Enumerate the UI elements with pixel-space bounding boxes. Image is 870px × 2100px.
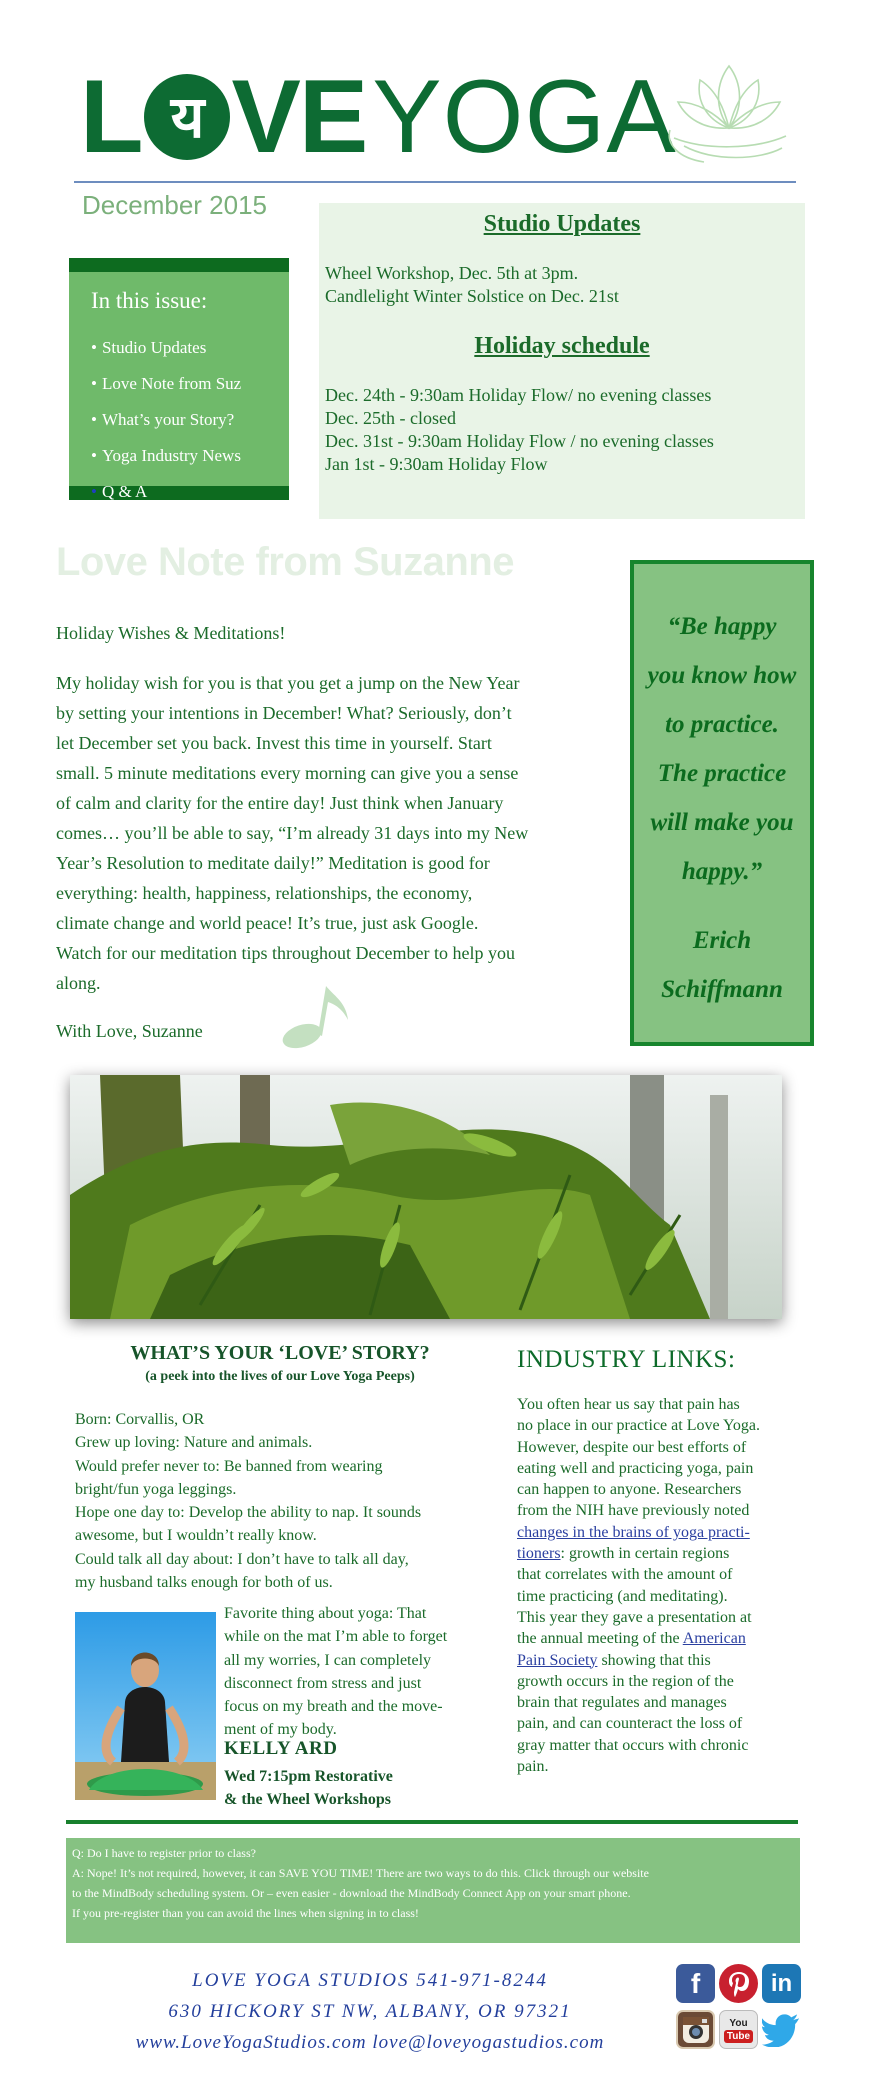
class-line: Wed 7:15pm Restorative — [224, 1768, 393, 1785]
linkedin-icon[interactable] — [762, 1964, 801, 2003]
favorite-line: disconnect from stress and just — [224, 1674, 422, 1692]
facebook-icon[interactable] — [676, 1964, 715, 2003]
paragraph-line: along. — [56, 973, 101, 993]
industry-line: You often hear us say that pain has — [517, 1396, 740, 1413]
holiday-schedule-title: Holiday schedule — [474, 333, 650, 359]
logo-om-circle — [144, 74, 230, 160]
issue-item-industry-news[interactable] — [91, 438, 241, 474]
industry-links-body — [517, 1394, 805, 1777]
author-line: Erich — [692, 927, 752, 954]
love-story-subtitle: (a peek into the lives of our Love Yoga Peeps) — [145, 1369, 415, 1384]
industry-line: showing that this — [597, 1651, 711, 1669]
qa-box — [66, 1838, 800, 1943]
holiday-line: Dec. 24th - 9:30am Holiday Flow/ no evening classes — [325, 385, 712, 405]
paragraph-line: Watch for our meditation tips throughout December to help you — [56, 943, 515, 963]
issue-item-label: Q & A — [101, 482, 148, 501]
industry-line: gray matter that occurs with chronic — [517, 1736, 749, 1754]
industry-line: time practicing (and meditating). — [517, 1587, 728, 1605]
love-note-paragraph — [56, 668, 606, 998]
quote-line: you know how — [647, 662, 797, 689]
industry-line: that correlates with the amount of — [517, 1566, 733, 1584]
love-note-title: Love Note from Suzanne — [56, 540, 514, 584]
paragraph-line: Year’s Resolution to meditate daily!” Meditation is good for — [56, 853, 490, 873]
update-line: Candlelight Winter Solstice on Dec. 21st — [325, 286, 619, 306]
holiday-line: Jan 1st - 9:30am Holiday Flow — [325, 454, 548, 474]
qa-line: to the MindBody scheduling system. Or – even easier - download the MindBody Connect App on your smart phone. — [72, 1886, 631, 1900]
studio-updates-title: Studio Updates — [483, 211, 641, 237]
story-line: awesome, but I wouldn’t really know. — [75, 1527, 317, 1545]
footer-web-email[interactable]: www.LoveYogaStudios.com love@loveyogastudios.com — [135, 2032, 605, 2053]
quote-text — [634, 602, 810, 896]
industry-line: However, despite our best efforts of — [517, 1438, 747, 1456]
issue-item-label: Yoga Industry News — [101, 446, 241, 465]
paragraph-line: small. 5 minute meditations every morning can give you a sense — [56, 763, 519, 783]
logo-yoga: YOGA — [372, 59, 677, 175]
quote-line: happy.” — [681, 858, 763, 885]
forest-moss-photo — [70, 1075, 782, 1319]
link-american-pain-society-cont[interactable]: Pain Society — [517, 1651, 598, 1669]
story-line: my husband talks enough for both of us. — [75, 1574, 333, 1592]
paragraph-line: let December set you back. Invest this time in yourself. Start — [56, 733, 492, 753]
favorite-line: Favorite thing about yoga: That — [224, 1605, 427, 1622]
story-line: Would prefer never to: Be banned from wearing — [75, 1457, 383, 1475]
bullet-icon: • — [91, 338, 97, 357]
love-note-signoff: With Love, Suzanne — [56, 1021, 203, 1041]
link-american-pain-society[interactable]: American — [682, 1630, 746, 1648]
qa-divider — [66, 1820, 798, 1824]
holiday-line: Dec. 25th - closed — [325, 408, 456, 428]
favorite-line: while on the mat I’m able to forget — [224, 1628, 448, 1646]
pinterest-icon[interactable] — [719, 1964, 758, 2003]
issue-item-label: Love Note from Suz — [101, 374, 242, 393]
industry-line: from the NIH have previously noted — [517, 1502, 750, 1520]
music-note-icon — [276, 980, 356, 1052]
issue-item-label: Studio Updates — [101, 338, 207, 357]
favorite-thing — [224, 1602, 494, 1742]
quote-box — [630, 560, 814, 1046]
in-this-issue-title: In this issue: — [91, 288, 208, 313]
quote-line: will make you — [650, 809, 794, 836]
issue-date: December 2015 — [82, 190, 267, 220]
qa-line: A: Nope! It’s not required, however, it can SAVE YOU TIME! There are two ways to do this. Click through our website — [72, 1866, 649, 1880]
issue-item-studio-updates[interactable] — [91, 330, 241, 366]
paragraph-line: comes… you’ll be able to say, “I’m already 31 days into my New — [56, 823, 529, 843]
industry-line: pain, and can counteract the loss of — [517, 1715, 743, 1733]
in-this-issue-box — [69, 258, 289, 500]
instructor-name: KELLY ARD — [224, 1738, 338, 1759]
holiday-line: Dec. 31st - 9:30am Holiday Flow / no evening classes — [325, 431, 714, 451]
bullet-icon: • — [91, 410, 97, 429]
logo-om-glyph: य — [170, 83, 203, 151]
story-line: Grew up loving: Nature and animals. — [75, 1434, 313, 1452]
issue-list — [91, 330, 241, 510]
quote-author — [634, 916, 810, 1014]
bullet-icon: • — [91, 482, 97, 501]
story-line: Born: Corvallis, OR — [75, 1411, 205, 1428]
issue-item-love-note[interactable] — [91, 366, 241, 402]
quote-line: to practice. — [665, 711, 779, 738]
industry-line: This year they gave a presentation at — [517, 1608, 752, 1626]
bullet-icon: • — [91, 446, 97, 465]
industry-line: can happen to anyone. Researchers — [517, 1481, 742, 1499]
qa-line: If you pre-register than you can avoid the lines when signing in to class! — [72, 1906, 419, 1920]
qa-line: Q: Do I have to register prior to class? — [72, 1846, 256, 1860]
kelly-ard-photo — [75, 1612, 216, 1800]
logo-love — [80, 59, 367, 175]
link-yoga-brain-changes[interactable]: changes in the brains of yoga practi- — [517, 1523, 750, 1541]
industry-line: no place in our practice at Love Yoga. — [517, 1417, 761, 1435]
header-divider — [74, 181, 796, 183]
story-line: Hope one day to: Develop the ability to nap. It sounds — [75, 1504, 422, 1522]
love-note-greeting: Holiday Wishes & Meditations! — [56, 623, 286, 643]
bullet-icon: • — [91, 374, 97, 393]
love-yoga-logo — [80, 59, 677, 175]
quote-line: “Be happy — [667, 613, 777, 640]
facebook-glyph: f — [690, 1967, 701, 1999]
update-line: Wheel Workshop, Dec. 5th at 3pm. — [325, 263, 579, 283]
paragraph-line: My holiday wish for you is that you get a jump on the New Year — [56, 673, 520, 693]
paragraph-line: of calm and clarity for the entire day! Just think when January — [56, 793, 504, 813]
youtube-glyph-top: You — [729, 2017, 748, 2029]
youtube-icon[interactable] — [719, 2010, 758, 2049]
industry-line: brain that regulates and manages — [517, 1694, 727, 1712]
story-line: bright/fun yoga leggings. — [75, 1480, 237, 1498]
lotus-icon — [664, 58, 794, 168]
footer-address: 630 HICKORY ST NW, ALBANY, OR 97321 — [168, 2001, 572, 2022]
favorite-line: all my worries, I can completely — [224, 1651, 432, 1669]
logo-letter-l: L — [80, 59, 142, 175]
issue-item-label: What’s your Story? — [101, 410, 235, 429]
story-line: Could talk all day about: I don’t have to talk all day, — [75, 1550, 409, 1568]
industry-line: : growth in certain regions — [560, 1545, 730, 1563]
linkedin-glyph: in — [770, 1969, 793, 1997]
issue-item-your-story[interactable] — [91, 402, 241, 438]
industry-line: growth occurs in the region of the — [517, 1672, 734, 1690]
class-line: & the Wheel Workshops — [224, 1791, 391, 1808]
footer-studio-phone: LOVE YOGA STUDIOS 541-971-8244 — [192, 1970, 548, 1991]
love-story-details — [75, 1408, 495, 1594]
industry-line: eating well and practicing yoga, pain — [517, 1459, 754, 1477]
industry-line: the annual meeting of the — [517, 1630, 683, 1648]
instagram-icon[interactable] — [676, 2010, 715, 2049]
author-line: Schiffmann — [661, 976, 783, 1003]
favorite-line: focus on my breath and the move- — [224, 1698, 443, 1716]
industry-links-title: INDUSTRY LINKS: — [517, 1346, 736, 1373]
logo-letters-ve: VE — [231, 59, 367, 175]
quote-line: The practice — [657, 760, 787, 787]
paragraph-line: everything: health, happiness, relationships, the economy, — [56, 883, 473, 903]
favorite-line: ment of my body. — [224, 1721, 337, 1739]
issue-item-qa[interactable] — [91, 474, 241, 510]
paragraph-line: climate change and world peace! It’s true, just ask Google. — [56, 913, 479, 933]
youtube-glyph-bottom: Tube — [724, 2030, 753, 2043]
love-story-title: WHAT’S YOUR ‘LOVE’ STORY? — [130, 1342, 430, 1364]
link-yoga-brain-changes-cont[interactable]: tioners — [517, 1545, 561, 1563]
industry-line: pain. — [517, 1758, 549, 1776]
studio-updates-box — [319, 203, 805, 519]
twitter-icon[interactable] — [762, 2010, 801, 2049]
paragraph-line: by setting your intentions in December! What? Seriously, don’t — [56, 703, 512, 723]
instructor-classes — [224, 1765, 393, 1811]
